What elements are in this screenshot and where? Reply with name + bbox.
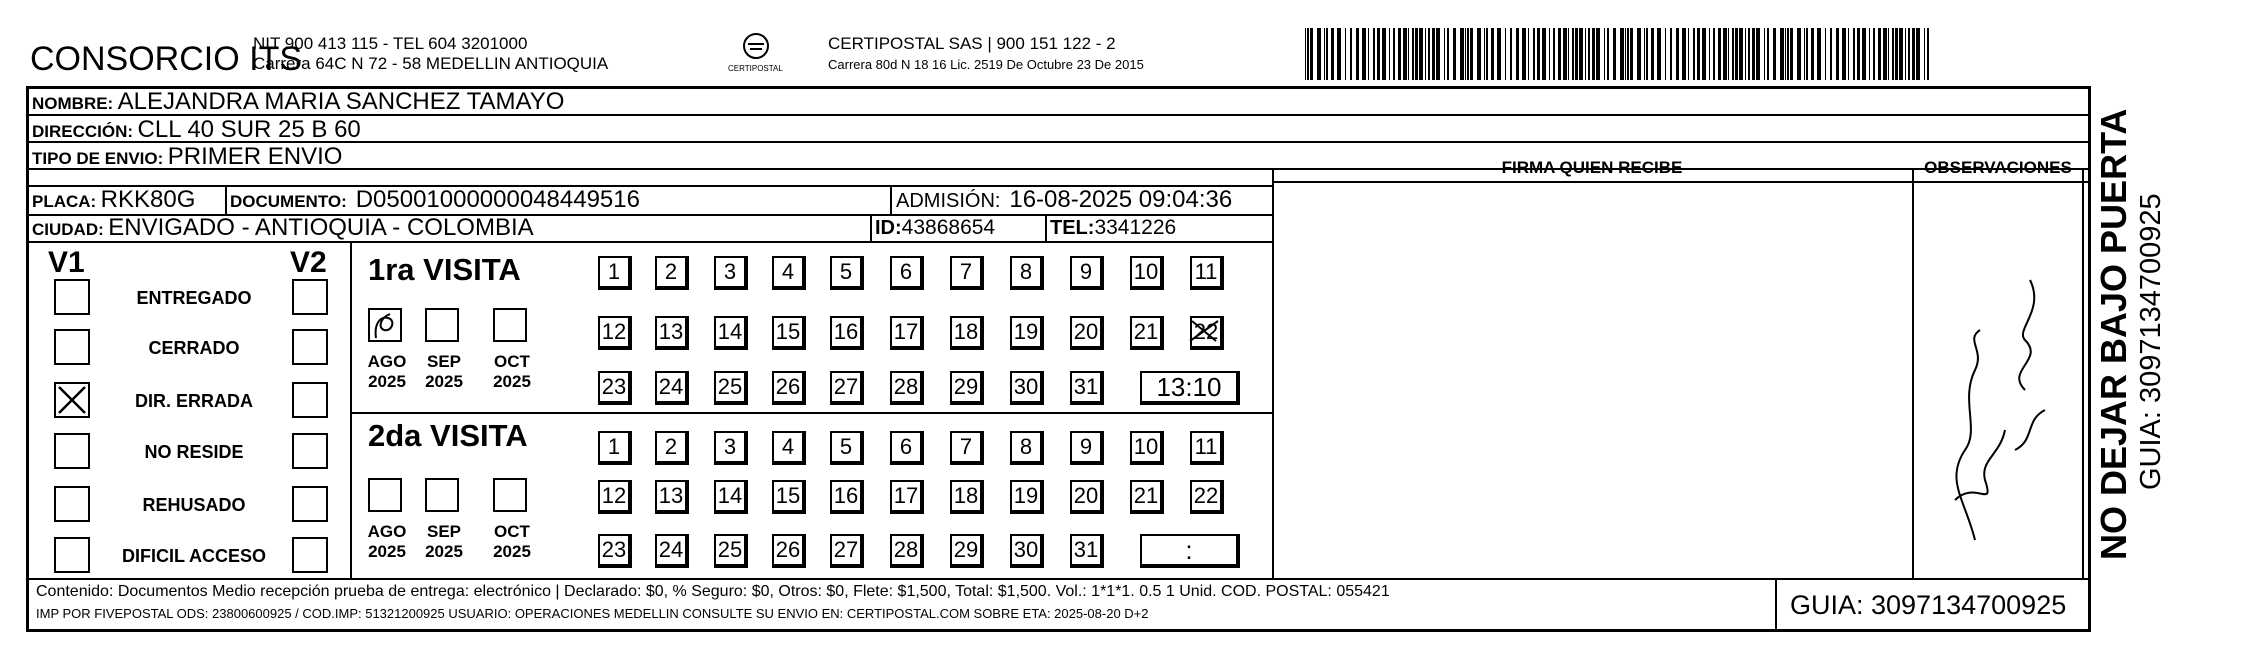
day-box[interactable]: 9 <box>1070 256 1104 290</box>
id-value: 43868654 <box>901 216 996 239</box>
v1-checkbox[interactable] <box>54 382 90 418</box>
v2-checkbox[interactable] <box>292 329 328 365</box>
admision-label: ADMISIÓN: <box>896 190 1001 212</box>
admision-value: 16-08-2025 09:04:36 <box>1009 186 1233 213</box>
day-box[interactable]: 6 <box>890 431 924 465</box>
month-checkbox[interactable] <box>425 478 459 512</box>
month-checkbox[interactable] <box>368 308 402 342</box>
day-box[interactable]: 5 <box>830 256 864 290</box>
first-visit-time[interactable]: 13:10 <box>1140 371 1240 405</box>
day-box[interactable]: 13 <box>655 316 689 350</box>
status-label: REHUSADO <box>142 495 246 515</box>
day-box[interactable]: 25 <box>714 371 748 405</box>
day-box[interactable]: 2 <box>655 256 689 290</box>
status-label: ENTREGADO <box>136 288 252 308</box>
day-box[interactable]: 14 <box>714 316 748 350</box>
day-box[interactable]: 20 <box>1070 316 1104 350</box>
day-box[interactable]: 10 <box>1130 256 1164 290</box>
brand-name: CONSORCIO ITS <box>30 40 303 78</box>
day-box[interactable]: 2 <box>655 431 689 465</box>
day-box[interactable]: 1 <box>598 256 632 290</box>
v1-label: V1 <box>48 246 85 279</box>
day-box[interactable]: 8 <box>1010 431 1044 465</box>
observaciones-header: OBSERVACIONES <box>1924 158 2072 177</box>
nombre-label: NOMBRE: <box>32 94 114 113</box>
day-box[interactable]: 6 <box>890 256 924 290</box>
day-box[interactable]: 26 <box>772 534 806 568</box>
status-label: DIFICIL ACCESO <box>121 546 266 566</box>
handwritten-signature <box>1905 250 2075 560</box>
day-box[interactable]: 19 <box>1010 316 1044 350</box>
day-box[interactable]: 25 <box>714 534 748 568</box>
footer-guia: GUIA: 3097134700925 <box>1790 590 2067 620</box>
day-box[interactable]: 15 <box>772 316 806 350</box>
day-box[interactable]: 26 <box>772 371 806 405</box>
day-box[interactable]: 29 <box>950 371 984 405</box>
month-label: SEP 2025 <box>425 352 463 391</box>
footer-content-line: Contenido: Documentos Medio recepción prueba de entrega: electrónico | Declarado: $0, % Seguro: $0, Otros: $0, Flete: $1,500, Total: $1,500. Vol.: 1*1*1. 0.5 1 Unid. COD. POSTAL: 055421 <box>36 583 1390 600</box>
day-box[interactable]: 10 <box>1130 431 1164 465</box>
day-box[interactable]: 30 <box>1010 371 1044 405</box>
day-box[interactable]: 18 <box>950 480 984 514</box>
day-box[interactable]: 4 <box>772 256 806 290</box>
day-box[interactable]: 24 <box>655 534 689 568</box>
status-label: CERRADO <box>148 338 240 358</box>
v1-checkbox[interactable] <box>54 433 90 469</box>
day-box[interactable]: 21 <box>1130 316 1164 350</box>
nit-line: NIT 900 413 115 - TEL 604 3201000 <box>253 34 528 53</box>
day-box[interactable]: 28 <box>890 534 924 568</box>
v2-checkbox[interactable] <box>292 537 328 573</box>
day-box[interactable]: 23 <box>598 534 632 568</box>
day-box[interactable]: 11 <box>1190 256 1224 290</box>
v1-checkbox[interactable] <box>54 486 90 522</box>
firma-header: FIRMA QUIEN RECIBE <box>1501 158 1683 177</box>
day-box[interactable]: 19 <box>1010 480 1044 514</box>
month-label: SEP 2025 <box>425 522 463 561</box>
address-line: Carrera 64C N 72 - 58 MEDELLIN ANTIOQUIA <box>253 54 609 73</box>
day-box[interactable]: 12 <box>598 316 632 350</box>
day-box[interactable]: 14 <box>714 480 748 514</box>
month-label: OCT 2025 <box>493 352 531 391</box>
certipostal-logo: CERTIPOSTAL <box>728 30 784 82</box>
day-box[interactable]: 15 <box>772 480 806 514</box>
day-box[interactable]: 24 <box>655 371 689 405</box>
day-box[interactable]: 3 <box>714 256 748 290</box>
direccion-value: CLL 40 SUR 25 B 60 <box>137 116 361 143</box>
v2-checkbox[interactable] <box>292 486 328 522</box>
day-box[interactable]: 3 <box>714 431 748 465</box>
side-guia: GUIA: 3097134700925 <box>2135 193 2167 490</box>
month-checkbox[interactable] <box>493 308 527 342</box>
day-box[interactable]: 28 <box>890 371 924 405</box>
v2-checkbox[interactable] <box>292 382 328 418</box>
month-label: AGO 2025 <box>367 352 407 391</box>
first-visit-title: 1ra VISITA <box>368 252 521 287</box>
day-box[interactable]: 22 <box>1190 316 1224 350</box>
v2-checkbox[interactable] <box>292 433 328 469</box>
day-box[interactable]: 18 <box>950 316 984 350</box>
v1-checkbox[interactable] <box>54 329 90 365</box>
day-box[interactable]: 31 <box>1070 371 1104 405</box>
day-box[interactable]: 16 <box>830 316 864 350</box>
second-visit-time[interactable]: : <box>1140 534 1240 568</box>
day-box[interactable]: 27 <box>830 371 864 405</box>
day-box[interactable]: 27 <box>830 534 864 568</box>
day-box[interactable]: 16 <box>830 480 864 514</box>
status-label: DIR. ERRADA <box>134 391 253 411</box>
nombre-value: ALEJANDRA MARIA SANCHEZ TAMAYO <box>117 88 565 115</box>
tipo-value: PRIMER ENVIO <box>167 143 343 170</box>
day-box[interactable]: 11 <box>1190 431 1224 465</box>
tel-value: 3341226 <box>1094 216 1177 239</box>
placa-value: RKK80G <box>100 186 196 213</box>
day-box[interactable]: 1 <box>598 431 632 465</box>
certipostal-line: CERTIPOSTAL SAS | 900 151 122 - 2 <box>828 34 1116 53</box>
side-warning: NO DEJAR BAJO PUERTA <box>2093 108 2134 560</box>
day-box[interactable]: 21 <box>1130 480 1164 514</box>
v2-label: V2 <box>290 246 327 279</box>
month-checkbox[interactable] <box>493 478 527 512</box>
day-box[interactable]: 13 <box>655 480 689 514</box>
footer-print-line: IMP POR FIVEPOSTAL ODS: 23800600925 / COD.IMP: 51321200925 USUARIO: OPERACIONES MEDELLIN CONSULTE SU ENVIO EN: CERTIPOSTAL.COM SOBRE ETA: 2025-08-20 D+2 <box>36 606 1149 621</box>
barcode <box>1305 28 1935 80</box>
day-box[interactable]: 17 <box>890 480 924 514</box>
status-label: NO RESIDE <box>144 442 244 462</box>
tel-label: TEL: <box>1050 217 1095 239</box>
day-box[interactable]: 8 <box>1010 256 1044 290</box>
day-box[interactable]: 22 <box>1190 480 1224 514</box>
month-label: AGO 2025 <box>367 522 407 561</box>
month-checkbox[interactable] <box>425 308 459 342</box>
v2-checkbox[interactable] <box>292 279 328 315</box>
month-checkbox[interactable] <box>368 478 402 512</box>
ciudad-label: CIUDAD: <box>32 220 104 239</box>
day-box[interactable]: 7 <box>950 431 984 465</box>
tipo-label: TIPO DE ENVIO: <box>32 149 164 168</box>
day-box[interactable]: 20 <box>1070 480 1104 514</box>
documento-label: DOCUMENTO: <box>230 192 347 211</box>
v1-checkbox[interactable] <box>54 279 90 315</box>
day-box[interactable]: 9 <box>1070 431 1104 465</box>
day-box[interactable]: 29 <box>950 534 984 568</box>
day-box[interactable]: 17 <box>890 316 924 350</box>
day-box[interactable]: 5 <box>830 431 864 465</box>
placa-label: PLACA: <box>32 192 97 211</box>
month-label: OCT 2025 <box>493 522 531 561</box>
day-box[interactable]: 30 <box>1010 534 1044 568</box>
certipostal-address: Carrera 80d N 18 16 Lic. 2519 De Octubre 23 De 2015 <box>828 57 1144 72</box>
day-box[interactable]: 31 <box>1070 534 1104 568</box>
id-label: ID: <box>875 217 902 239</box>
day-box[interactable]: 12 <box>598 480 632 514</box>
day-box[interactable]: 7 <box>950 256 984 290</box>
v1-checkbox[interactable] <box>54 537 90 573</box>
second-visit-title: 2da VISITA <box>368 418 528 453</box>
ciudad-value: ENVIGADO - ANTIOQUIA - COLOMBIA <box>108 214 534 241</box>
day-box[interactable]: 23 <box>598 371 632 405</box>
direccion-label: DIRECCIÓN: <box>32 122 134 141</box>
documento-value: D05001000000048449516 <box>355 186 640 213</box>
day-box[interactable]: 4 <box>772 431 806 465</box>
